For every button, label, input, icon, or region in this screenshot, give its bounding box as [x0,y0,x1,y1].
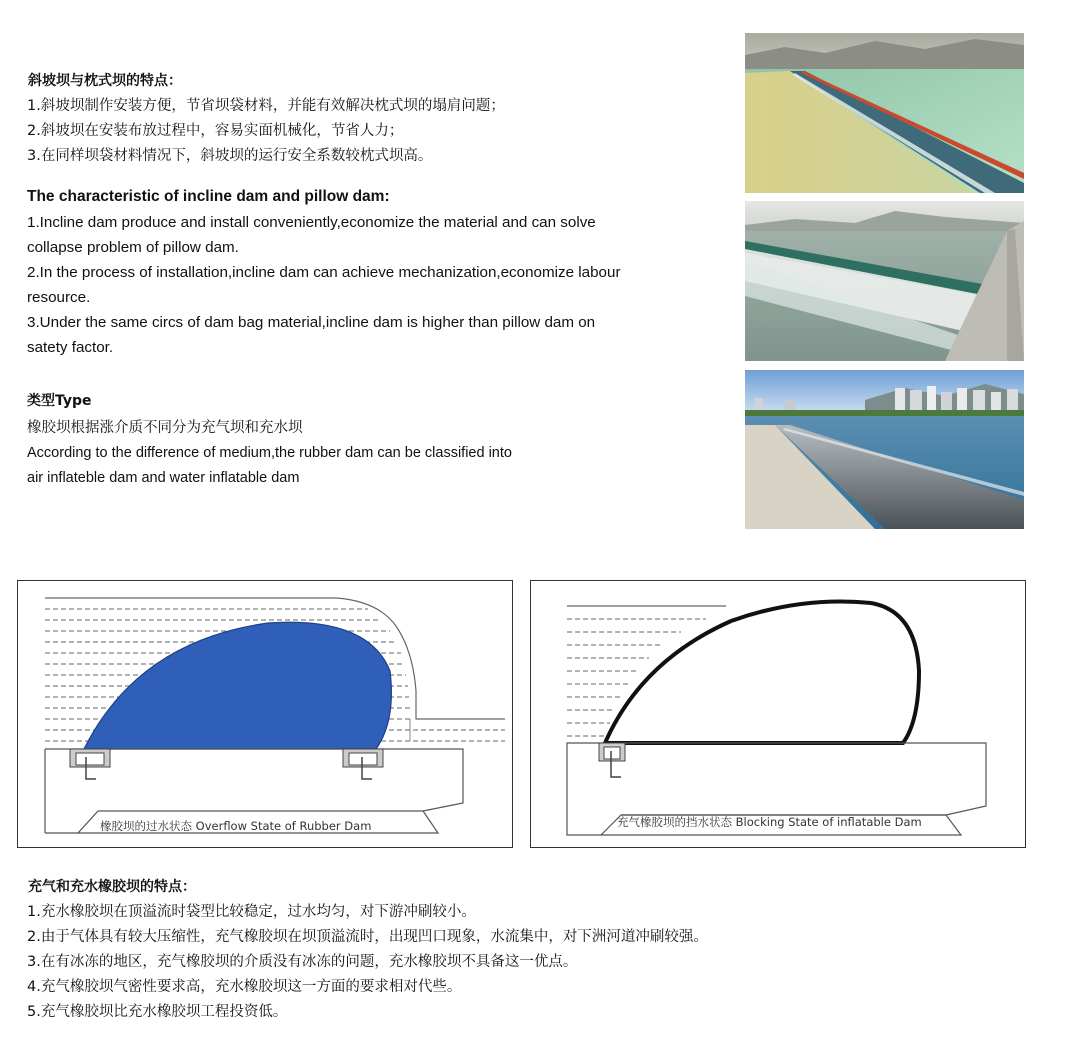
blocking-diagram-graphic [531,581,1027,849]
anchor-icon [599,743,625,777]
list-item: 1.Incline dam produce and install conveniently,economize the material and can solve [27,214,596,231]
blocking-state-diagram [530,580,1026,848]
incline-dam-photo [745,33,1024,193]
overflow-state-diagram [17,580,513,848]
list-item: 2.由于气体具有较大压缩性，充气橡胶坝在坝顶溢流时，出现凹口现象，水流集中，对下洲河道冲刷较强。 [27,929,708,945]
incline-pillow-list-cn [27,94,505,169]
type-line-en: According to the difference of medium,the rubber dam can be classified into [27,445,512,461]
list-item: 3.Under the same circs of dam bag material,incline dam is higher than pillow dam on [27,314,596,331]
inflated-dam-overflow-photo [745,201,1024,361]
incline-pillow-list-en [27,210,621,360]
incline-pillow-heading-cn: 斜坡坝与枕式坝的特点： [28,73,182,89]
type-heading: 类型Type [27,393,92,409]
type-description [27,416,512,491]
list-item: satety factor. [27,339,114,356]
anchor-right-icon [343,749,383,779]
incline-pillow-heading-en: The characteristic of incline dam and pillow dam: [27,188,390,205]
dam-bag-shape [84,622,391,749]
list-item: collapse problem of pillow dam. [27,239,239,256]
list-item: 4.充气橡胶坝气密性要求高，充水橡胶坝这一方面的要求相对代些。 [27,979,462,995]
list-item: 2.In the process of installation,incline dam can achieve mechanization,economize labour [27,264,621,281]
inflatable-characteristics-list [27,900,708,1025]
anchor-left-icon [70,749,110,779]
list-item: 3.在有冰冻的地区，充气橡胶坝的介质没有冰冻的问题，充水橡胶坝不具备这一优点。 [27,954,578,970]
list-item: 1.斜坡坝制作安装方便，节省坝袋材料，并能有效解决枕式坝的塌肩问题； [27,98,505,114]
blocking-caption: 充气橡胶坝的挡水状态 Blocking State of inflatable Dam [617,815,922,829]
rubber-dam-city-photo [745,370,1024,529]
list-item: 1.充水橡胶坝在顶溢流时袋型比较稳定，过水均匀，对下游冲刷较小。 [27,904,476,920]
dam-bag-outline [605,601,919,743]
list-item: 2.斜坡坝在安装布放过程中，容易实面机械化，节省人力； [27,123,404,139]
overflow-diagram-graphic [18,581,514,849]
list-item: 3.在同样坝袋材料情况下，斜坡坝的运行安全系数较枕式坝高。 [27,148,433,164]
type-line-cn: 橡胶坝根据涨介质不同分为充气坝和充水坝 [27,420,303,436]
list-item: resource. [27,289,91,306]
inflatable-characteristics-heading: 充气和充水橡胶坝的特点： [28,879,196,895]
type-line-en: air inflateble dam and water inflatable dam [27,470,300,486]
list-item: 5.充气橡胶坝比充水橡胶坝工程投资低。 [27,1004,288,1020]
overflow-caption: 橡胶坝的过水状态 Overflow State of Rubber Dam [100,819,372,833]
